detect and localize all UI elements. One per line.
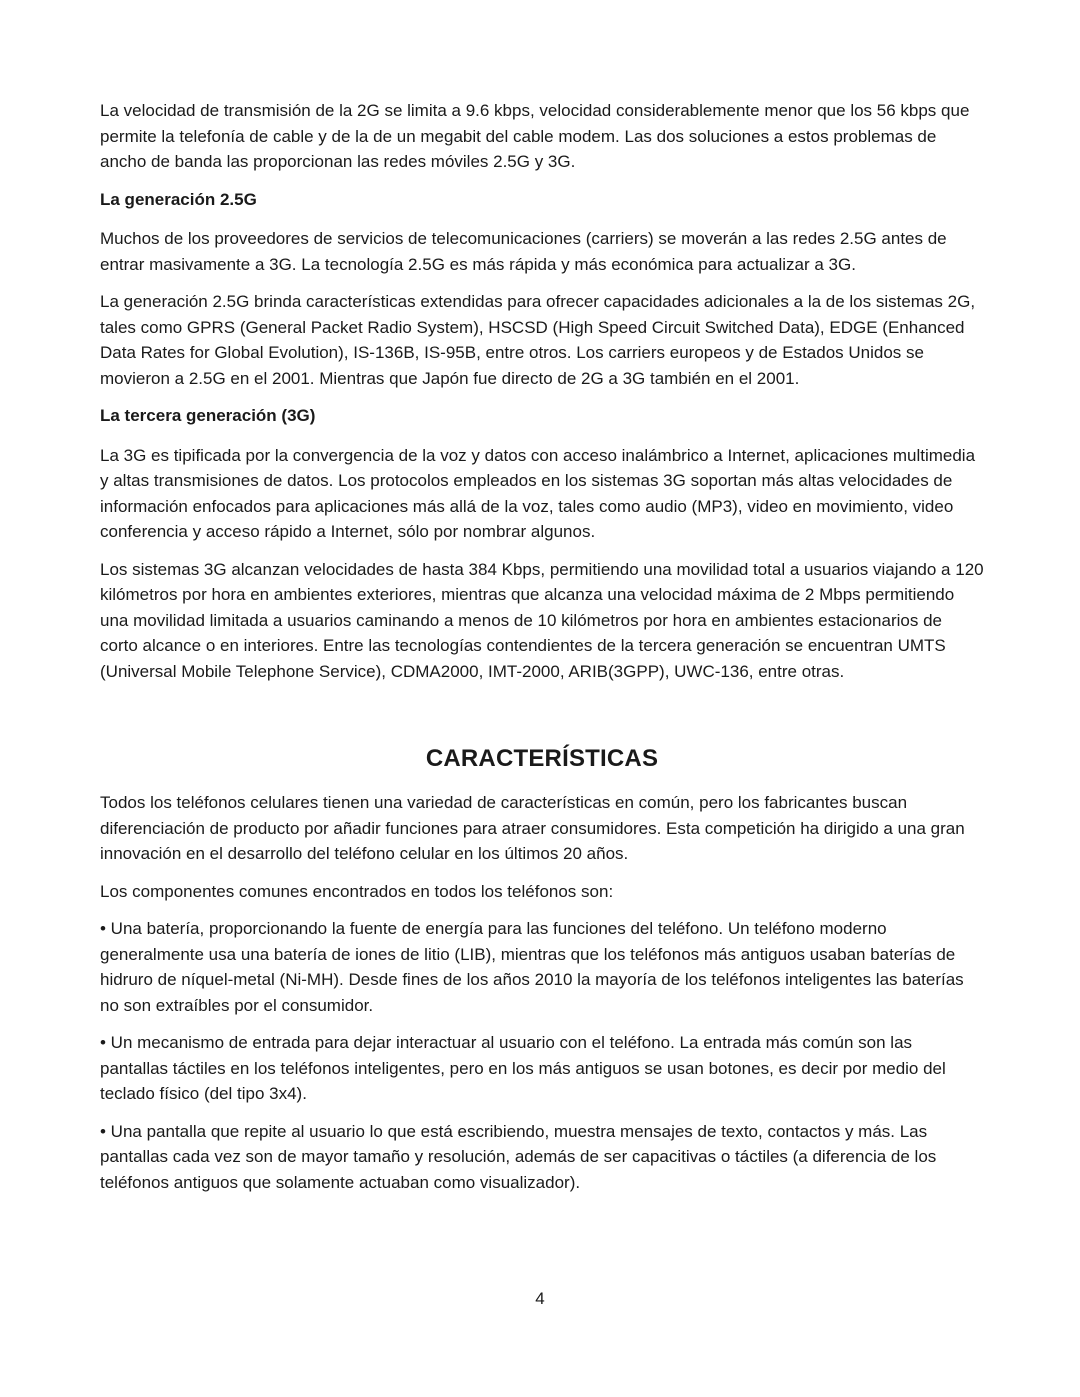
intro-paragraph: La velocidad de transmisión de la 2G se limita a 9.6 kbps, velocidad considerablemente menor que los 56 kbps que permite la telefonía de cable y de la de un megabit del cable modem. Las dos soluciones a estos problemas de ancho de banda las proporcionan las redes móviles 2.5G y 3G. [100,101,970,171]
component-bullet-input: • Un mecanismo de entrada para dejar interactuar al usuario con el teléfono. La entrada más común son las pantallas táctiles en los teléfonos inteligentes, pero en los más antiguos se usan botones, es decir por medio del teclado físico (del tipo 3x4). [100,1033,946,1103]
section-3g-paragraph: Los sistemas 3G alcanzan velocidades de hasta 384 Kbps, permitiendo una movilidad total a usuarios viajando a 120 kilómetros por hora en ambientes exteriores, mientras que alcanza una velocidad máxima de 2 Mbps permitiendo una movilidad limitada a usuarios caminando a menos de 10 kilómetros por hora en ambientes estacionarios de corto alcance o en interiores. Entre las tecnologías contendientes de la tercera generación se encuentran UMTS (Universal Mobile Telephone Service), CDMA2000, IMT-2000, ARIB(3GPP), UWC-136, entre otras. [100,559,984,681]
component-bullet-battery: • Una batería, proporcionando la fuente de energía para las funciones del teléfono. Un teléfono moderno generalmente usa una batería de iones de litio (LIB), mientras que los teléfonos más antiguos usaban baterías de hidruro de níquel-metal (Ni-MH). Desde fines de los años 2010 la mayoría de los teléfonos inteligentes las baterías no son extraíbles por el consumidor. [100,919,964,1015]
section-3g-paragraph: La 3G es tipificada por la convergencia de la voz y datos con acceso inalámbrico a Internet, aplicaciones multimedia y altas transmisiones de datos. Los protocolos empleados en los sistemas 3G soportan más altas velocidades de información enfocados para aplicaciones más allá de la voz, tales como audio (MP3), video en movimiento, video conferencia y acceso rápido a Internet, sólo por nombrar algunos. [100,445,976,541]
section-title-3g: La tercera generación (3G) [100,406,316,425]
caracteristicas-paragraph: Los componentes comunes encontrados en todos los teléfonos son: [100,881,614,901]
document-page [100,98,984,1207]
section-2-5g-paragraph: La generación 2.5G brinda características extendidas para ofrecer capacidades adicionales a la de los sistemas 2G, tales como GPRS (General Packet Radio System), HSCSD (High Speed Circuit Switched Data), EDGE (Enhanced Data Rates for Global Evolution), IS-136B, IS-95B, entre otros. Los carriers europeos y de Estados Unidos se movieron a 2.5G en el 2001. Mientras que Japón fue directo de 2G a 3G también en el 2001. [100,292,976,388]
caracteristicas-paragraph: Todos los teléfonos celulares tienen una variedad de características en común, pero los fabricantes buscan diferenciación de producto por añadir funciones para atraer consumidores. Esta competición ha dirigido a una gran innovación en el desarrollo del teléfono celular en los últimos 20 años. [100,793,965,863]
section-title-2-5g: La generación 2.5G [100,189,257,209]
component-bullet-screen: • Una pantalla que repite al usuario lo que está escribiendo, muestra mensajes de texto, contactos y más. Las pantallas cada vez son de mayor tamaño y resolución, además de ser capacitivas o táctiles (a diferencia de los teléfonos antiguos que solamente actuaban como visualizador). [100,1121,937,1192]
page-number: 4 [535,1289,545,1308]
caracteristicas-heading: CARACTERÍSTICAS [425,745,659,772]
section-2-5g-paragraph: Muchos de los proveedores de servicios de telecomunicaciones (carriers) se moverán a las redes 2.5G antes de entrar masivamente a 3G. La tecnología 2.5G es más rápida y más económica para actualizar a 3G. [100,229,947,274]
